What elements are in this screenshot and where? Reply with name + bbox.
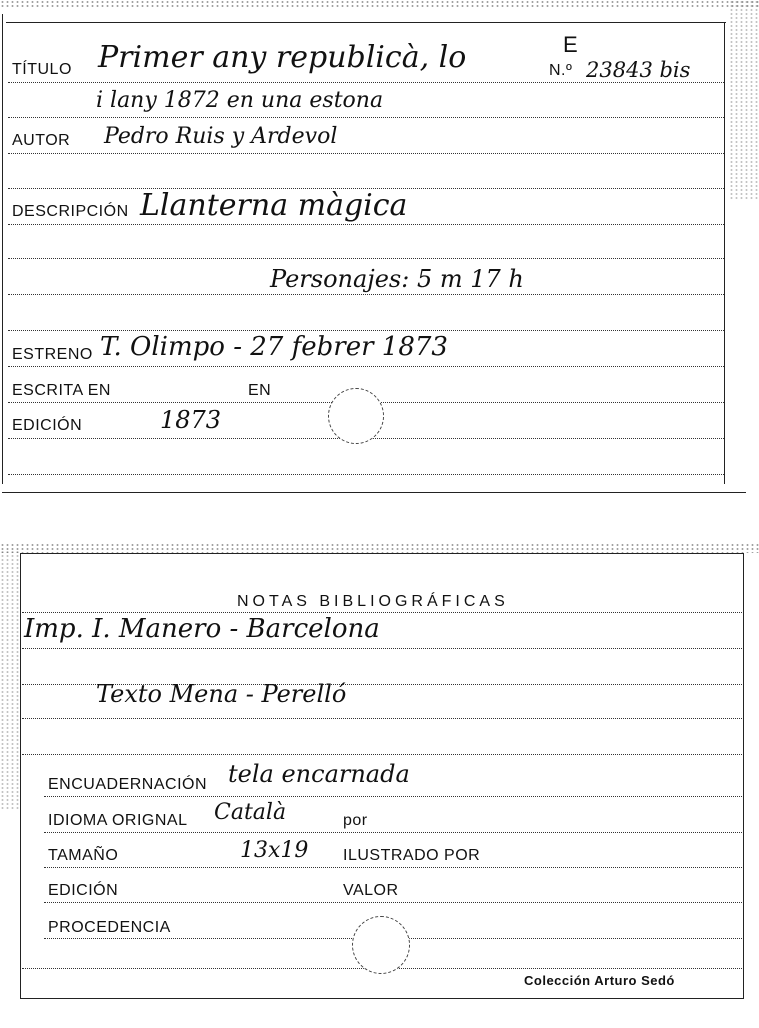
note-2: Texto Mena - Perelló [96, 680, 347, 708]
notas-header: NOTAS BIBLIOGRÁFICAS [237, 593, 509, 610]
edicion-label: EDICIÓN [12, 417, 83, 434]
titulo-underline [8, 82, 724, 83]
blank-line-2 [8, 258, 724, 259]
top-card-edge-texture [0, 0, 759, 8]
por-label: por [343, 812, 368, 829]
titulo-underline-2 [8, 117, 724, 118]
descripcion-value: Llanterna màgica [140, 188, 408, 223]
edicion-value: 1873 [160, 406, 222, 434]
autor-value: Pedro Ruis y Ardevol [104, 124, 338, 149]
idioma-underline [44, 832, 742, 833]
estreno-value: T. Olimpo - 27 febrer 1873 [100, 332, 448, 362]
notas-line-5 [22, 754, 742, 755]
en-label: EN [248, 382, 272, 399]
bottom-card-right-border [743, 553, 744, 998]
top-card-right-texture [729, 0, 759, 200]
top-card-punch-hole [328, 388, 384, 444]
tamano-label: TAMAÑO [48, 847, 119, 864]
numero-value: 23843 bis [586, 58, 691, 82]
bottom-card-edge-texture [0, 543, 759, 553]
procedencia-label: PROCEDENCIA [48, 919, 171, 936]
autor-label: AUTOR [12, 132, 71, 149]
bottom-card-left-border [20, 553, 21, 998]
descripcion-label: DESCRIPCIÓN [12, 203, 129, 220]
idioma-value: Català [214, 800, 287, 825]
descripcion-underline [8, 224, 724, 225]
notas-line-1 [22, 612, 742, 613]
letter-mark: E [563, 32, 579, 57]
top-card-top-border [6, 22, 726, 23]
bottom-edicion-label: EDICIÓN [48, 882, 119, 899]
collection-footer: Colección Arturo Sedó [524, 973, 675, 988]
encuadernacion-label: ENCUADERNACIÓN [48, 776, 208, 793]
blank-line-4 [8, 330, 724, 331]
notas-line-2 [22, 648, 742, 649]
autor-underline [8, 153, 724, 154]
titulo-value-line1: Primer any republicà, lo [98, 40, 467, 75]
notas-line-4 [22, 718, 742, 719]
valor-label: VALOR [343, 882, 399, 899]
bottom-card-left-texture [0, 550, 20, 810]
top-card-right-border [724, 22, 725, 484]
ilustrado-label: ILUSTRADO POR [343, 847, 481, 864]
personajes-value: Personajes: 5 m 17 h [270, 265, 524, 293]
top-card-bottom-border [2, 492, 746, 493]
titulo-value-line2: i lany 1872 en una estona [96, 88, 384, 113]
encuadernacion-underline [44, 796, 742, 797]
encuadernacion-value: tela encarnada [228, 760, 410, 788]
top-card-left-border [2, 14, 3, 484]
estreno-label: ESTRENO [12, 346, 93, 363]
numero-label: N.º [549, 62, 573, 79]
tamano-underline [44, 867, 742, 868]
escrita-en-label: ESCRITA EN [12, 382, 111, 399]
estreno-underline [8, 366, 724, 367]
titulo-label: TÍTULO [12, 61, 72, 78]
bottom-card-top-border [20, 553, 744, 554]
idioma-label: IDIOMA ORIGNAL [48, 812, 188, 829]
blank-line-5 [8, 474, 724, 475]
tamano-value: 13x19 [240, 838, 309, 863]
bottom-card-punch-hole [352, 916, 410, 974]
bottom-card-bottom-border [20, 998, 744, 999]
note-1: Imp. I. Manero - Barcelona [24, 614, 380, 644]
bottom-edicion-underline [44, 902, 742, 903]
blank-line-3 [8, 294, 724, 295]
